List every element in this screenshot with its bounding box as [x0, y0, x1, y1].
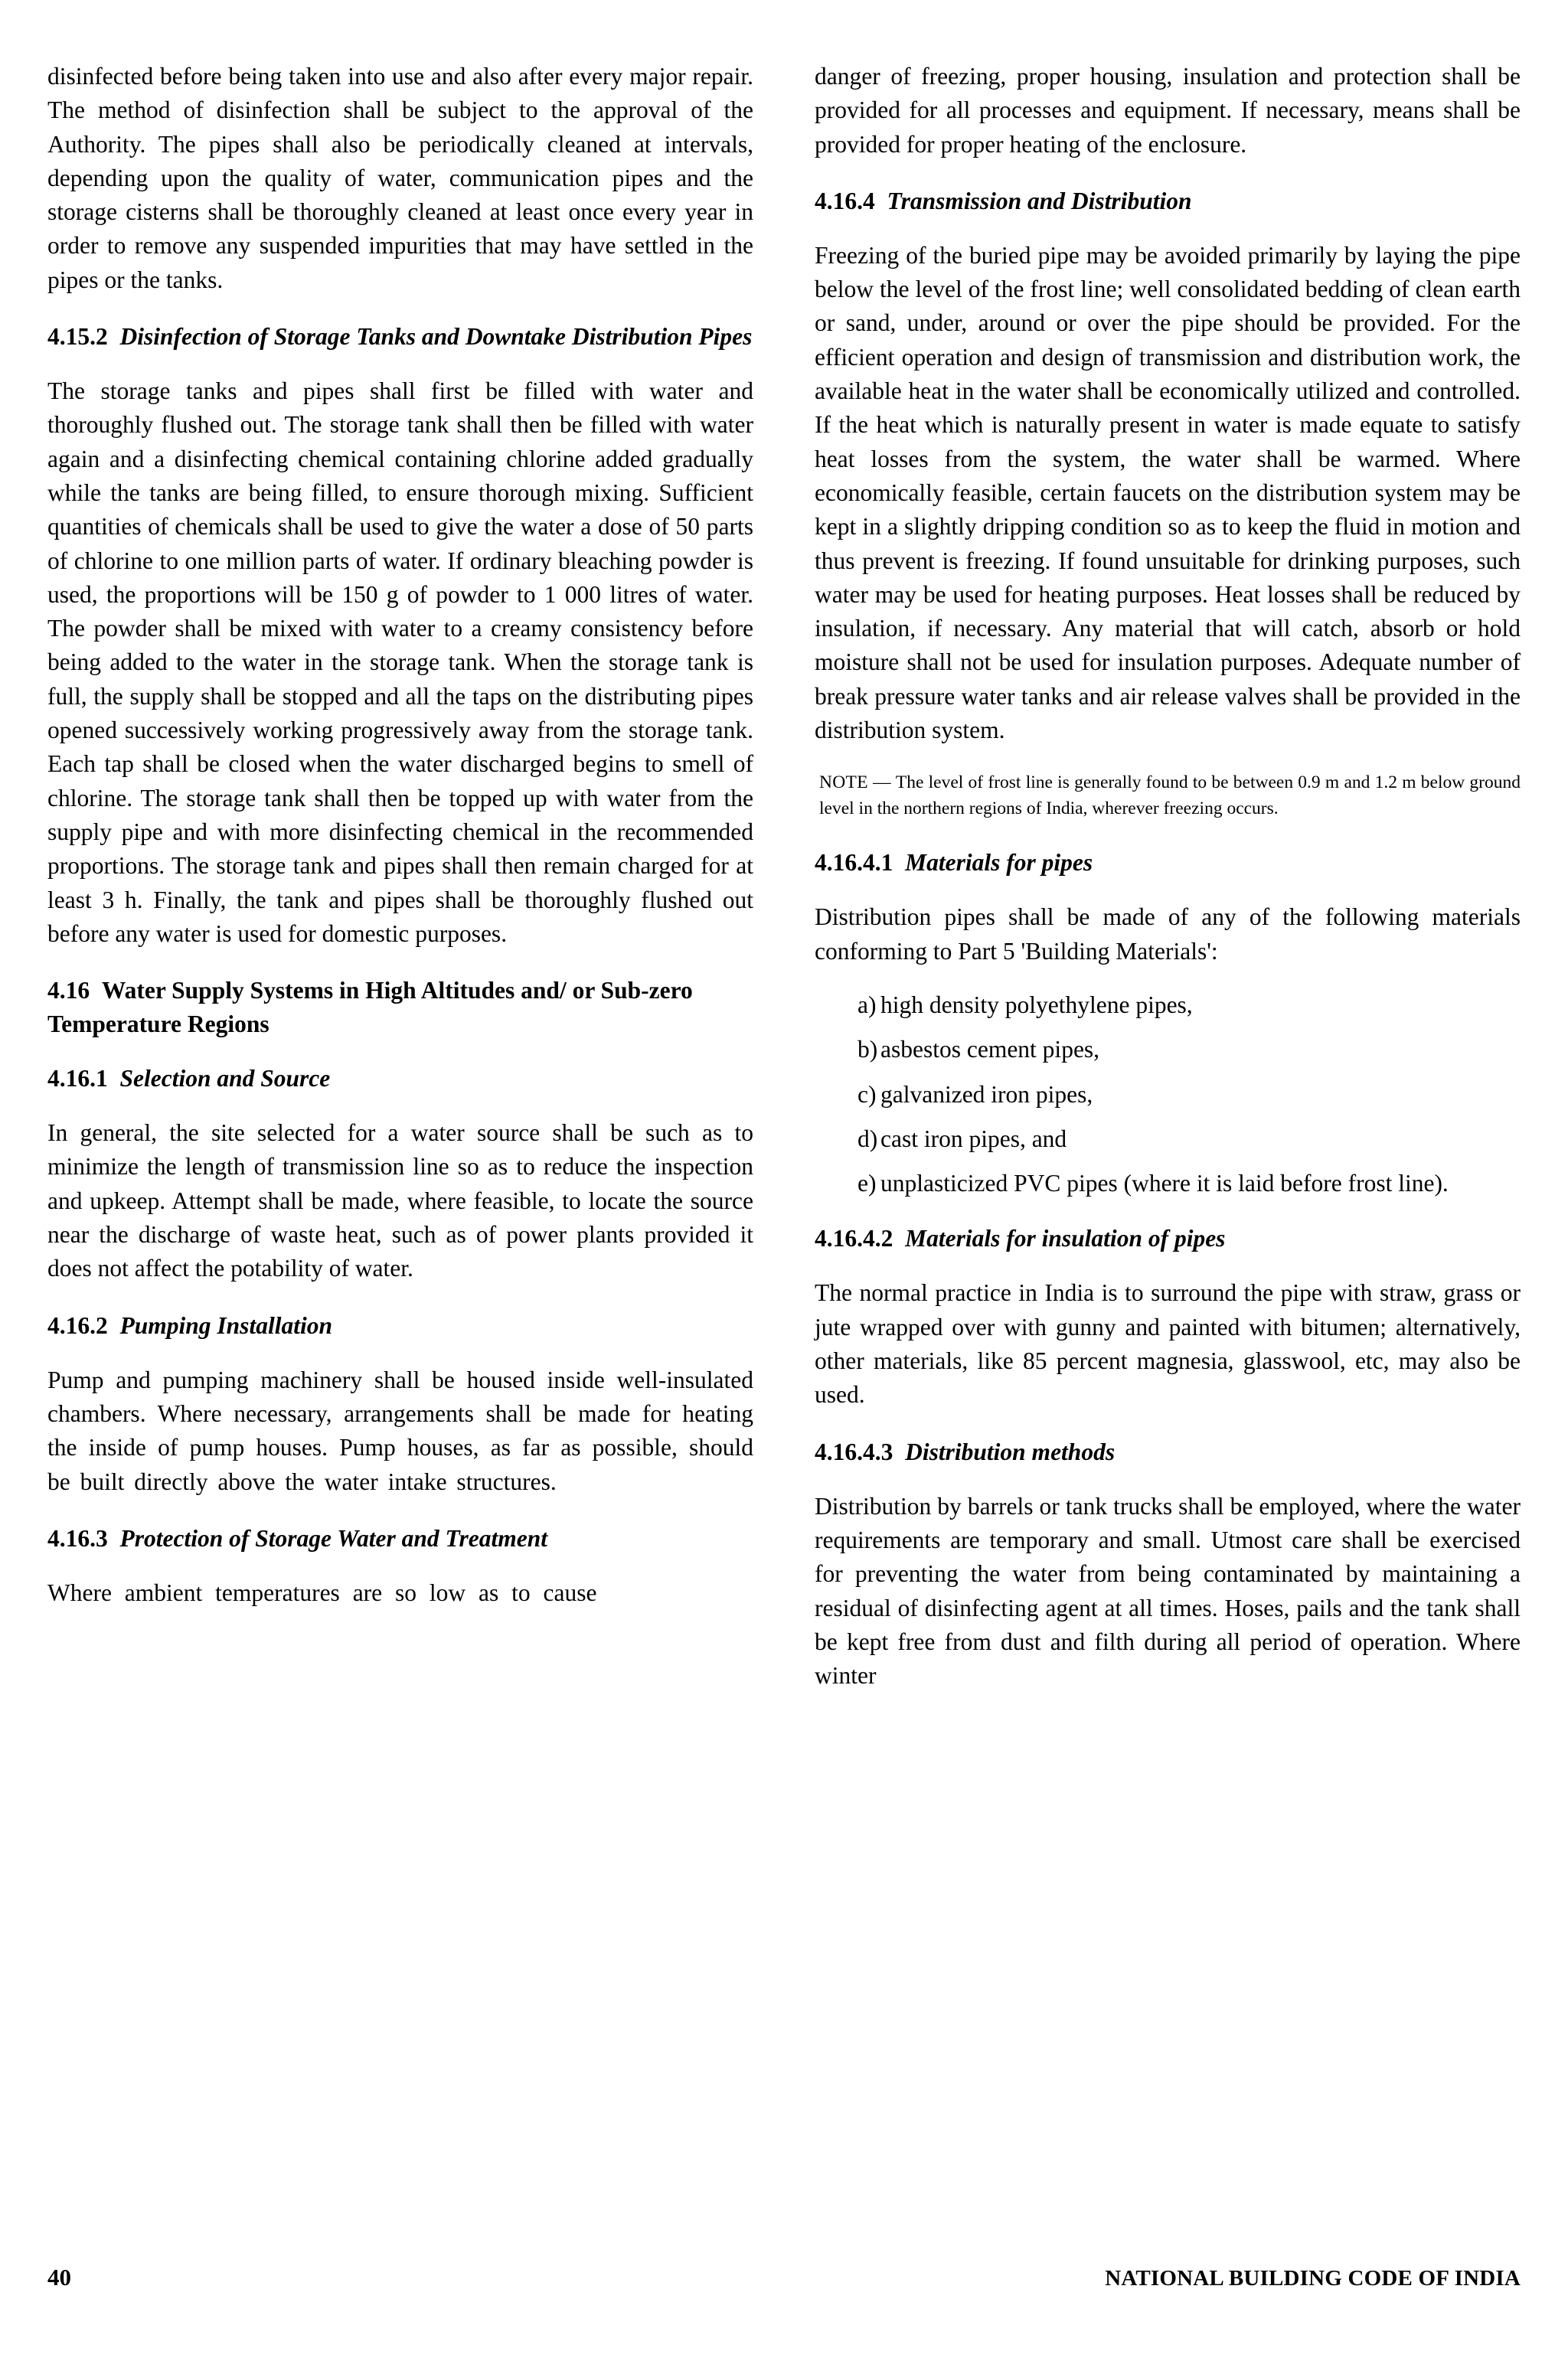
heading-4-16-4-2-title: Materials for insulation of pipes	[905, 1225, 1226, 1252]
two-column-body	[47, 60, 1521, 2196]
heading-4-16-4-number: 4.16.4	[815, 187, 875, 214]
list-item	[815, 1122, 1521, 1156]
heading-4-16-4-2	[815, 1222, 1521, 1255]
left-column	[47, 60, 753, 1610]
list-item-marker: b)	[858, 1036, 878, 1063]
heading-4-16-2-title: Pumping Installation	[119, 1311, 332, 1339]
heading-4-16-4-3	[815, 1435, 1521, 1468]
heading-4-16-4-3-title: Distribution methods	[905, 1438, 1116, 1465]
note-text: The level of frost line is generally found to be between 0.9 m and 1.2 m below ground level in the northern regions of India, wherever freezing occurs.	[819, 772, 1521, 818]
heading-4-16-4-1	[815, 846, 1521, 879]
paragraph-4-16-2-body: Pump and pumping machinery shall be housed inside well-insulated chambers. Where necessary, arrangements shall be made for heating the inside of pump houses. Pump houses, as far as possible, should be built directly above the water intake structures.	[47, 1366, 753, 1495]
list-item-label: unplasticized PVC pipes (where it is laid before frost line).	[880, 1170, 1449, 1197]
page-footer	[47, 2264, 1521, 2291]
heading-4-16-3-title: Protection of Storage Water and Treatment	[119, 1524, 548, 1552]
heading-4-16-title: Water Supply Systems in High Altitudes and/ or Sub-zero Temperature Regions	[47, 977, 693, 1037]
paragraph-4-16-4-2-body: The normal practice in India is to surround the pipe with straw, grass or jute wrapped over with gunny and painted with bitumen; alternatively, other materials, like 85 percent magnesia, glasswool, etc, may also be used.	[815, 1279, 1521, 1409]
note-frost-line	[815, 770, 1521, 821]
heading-4-16-3-number: 4.16.3	[47, 1524, 108, 1552]
heading-4-15-2-number: 4.15.2	[47, 323, 108, 351]
paragraph-continued-right: danger of freezing, proper housing, insulation and protection shall be provided for all processes and equipment. If necessary, means shall be provided for proper heating of the enclosure.	[815, 63, 1521, 158]
list-item-marker: a)	[858, 991, 877, 1018]
paragraph-continued-left: disinfected before being taken into use and also after every major repair. The method of disinfection shall be subject to the approval of the Authority. The pipes shall also be periodically cleaned at intervals, depending upon the quality of water, communication pipes and the storage cisterns shall be thoroughly cleaned at least once every year in order to remove any suspended impurities that may have settled in the pipes or the tanks.	[47, 63, 753, 293]
list-item	[815, 1078, 1521, 1112]
list-item	[815, 1033, 1521, 1066]
heading-4-16-number: 4.16	[47, 977, 90, 1004]
paragraph-4-16-4-3-body: Distribution by barrels or tank trucks shall be employed, where the water requirements are temporary and small. Utmost care shall be exercised for preventing the water from being contaminated by maintaining a residual of disinfecting agent at all times. Hoses, pails and the tank shall be kept free from dust and filth during all period of operation. Where winter	[815, 1492, 1521, 1690]
materials-for-pipes-list	[815, 988, 1521, 1200]
heading-4-16-4-1-title: Materials for pipes	[905, 849, 1093, 877]
paragraph-4-16-3-body: Where ambient temperatures are so low as to cause	[47, 1579, 597, 1606]
heading-4-16-4-2-number: 4.16.4.2	[815, 1225, 893, 1252]
list-item-label: high density polyethylene pipes,	[880, 991, 1193, 1018]
list-item-marker: e)	[858, 1170, 877, 1197]
note-dash: —	[873, 772, 891, 793]
footer-document-title: NATIONAL BUILDING CODE OF INDIA	[1105, 2266, 1521, 2291]
heading-4-16-2-number: 4.16.2	[47, 1311, 108, 1339]
footer-page-number: 40	[47, 2264, 71, 2291]
paragraph-4-16-4-body: Freezing of the buried pipe may be avoided primarily by laying the pipe below the level of the frost line; well consolidated bedding of clean earth or sand, under, around or over the pipe should be provided. For the efficient operation and design of transmission and distribution work, the available heat in the water shall be economically utilized and controlled. If the heat which is naturally present in water is made equate to satisfy heat losses from the system, the water shall be warmed. Where economically feasible, certain faucets on the distribution system may be kept in a slightly dripping condition so as to keep the fluid in motion and thus prevent is freezing. If found unsuitable for drinking purposes, such water may be used for heating purposes. Heat losses shall be reduced by insulation, if necessary. Any material that will catch, absorb or hold moisture shall not be used for insulation purposes. Adequate number of break pressure water tanks and air release valves shall be provided in the distribution system.	[815, 241, 1521, 744]
list-item	[815, 988, 1521, 1022]
right-column	[815, 60, 1521, 1693]
heading-4-16-1-number: 4.16.1	[47, 1065, 108, 1092]
list-item-marker: d)	[858, 1125, 878, 1152]
paragraph-4-16-4-1-body: Distribution pipes shall be made of any of the following materials conforming to Part 5 'Building Materials':	[815, 903, 1521, 965]
heading-4-16-1-title: Selection and Source	[119, 1065, 331, 1092]
heading-4-15-2-title: Disinfection of Storage Tanks and Downtake Distribution Pipes	[119, 323, 753, 351]
paragraph-4-16-1-body: In general, the site selected for a water source shall be such as to minimize the length of transmission line so as to reduce the inspection and upkeep. Attempt shall be made, where feasible, to locate the source near the discharge of waste heat, such as of power plants provided it does not affect the potability of water.	[47, 1119, 753, 1282]
paragraph-4-15-2-body: The storage tanks and pipes shall first be filled with water and thoroughly flushed out. The storage tank shall then be filled with water again and a disinfecting chemical containing chlorine added gradually while the tanks are being filled, to ensure thorough mixing. Sufficient quantities of chemicals shall be used to give the water a dose of 50 parts of chlorine to one million parts of water. If ordinary bleaching powder is used, the proportions will be 150 g of powder to 1 000 litres of water. The powder shall be mixed with water to a creamy consistency before being added to the water in the storage tank. When the storage tank is full, the supply shall be stopped and all the taps on the distributing pipes opened successively working progressively away from the storage tank. Each tap shall be closed when the water discharged begins to smell of chlorine. The storage tank shall then be topped up with water from the supply pipe and with more disinfecting chemical in the recommended proportions. The storage tank and pipes shall then remain charged for at least 3 h. Finally, the tank and pipes shall be thoroughly flushed out before any water is used for domestic purposes.	[47, 377, 753, 947]
heading-4-16-2	[47, 1309, 753, 1342]
heading-4-16-1	[47, 1062, 753, 1095]
list-item-label: asbestos cement pipes,	[880, 1036, 1100, 1063]
heading-4-16-4-1-number: 4.16.4.1	[815, 849, 893, 877]
heading-4-16-4-3-number: 4.16.4.3	[815, 1438, 893, 1465]
list-item-label: galvanized iron pipes,	[880, 1080, 1093, 1108]
heading-4-16	[47, 974, 753, 1040]
list-item	[815, 1167, 1521, 1200]
list-item-label: cast iron pipes, and	[880, 1125, 1067, 1152]
heading-4-15-2	[47, 320, 753, 353]
heading-4-16-3	[47, 1522, 753, 1555]
heading-4-16-4	[815, 184, 1521, 217]
heading-4-16-4-title: Transmission and Distribution	[887, 187, 1192, 214]
list-item-marker: c)	[858, 1080, 877, 1108]
note-label: NOTE	[819, 772, 868, 793]
